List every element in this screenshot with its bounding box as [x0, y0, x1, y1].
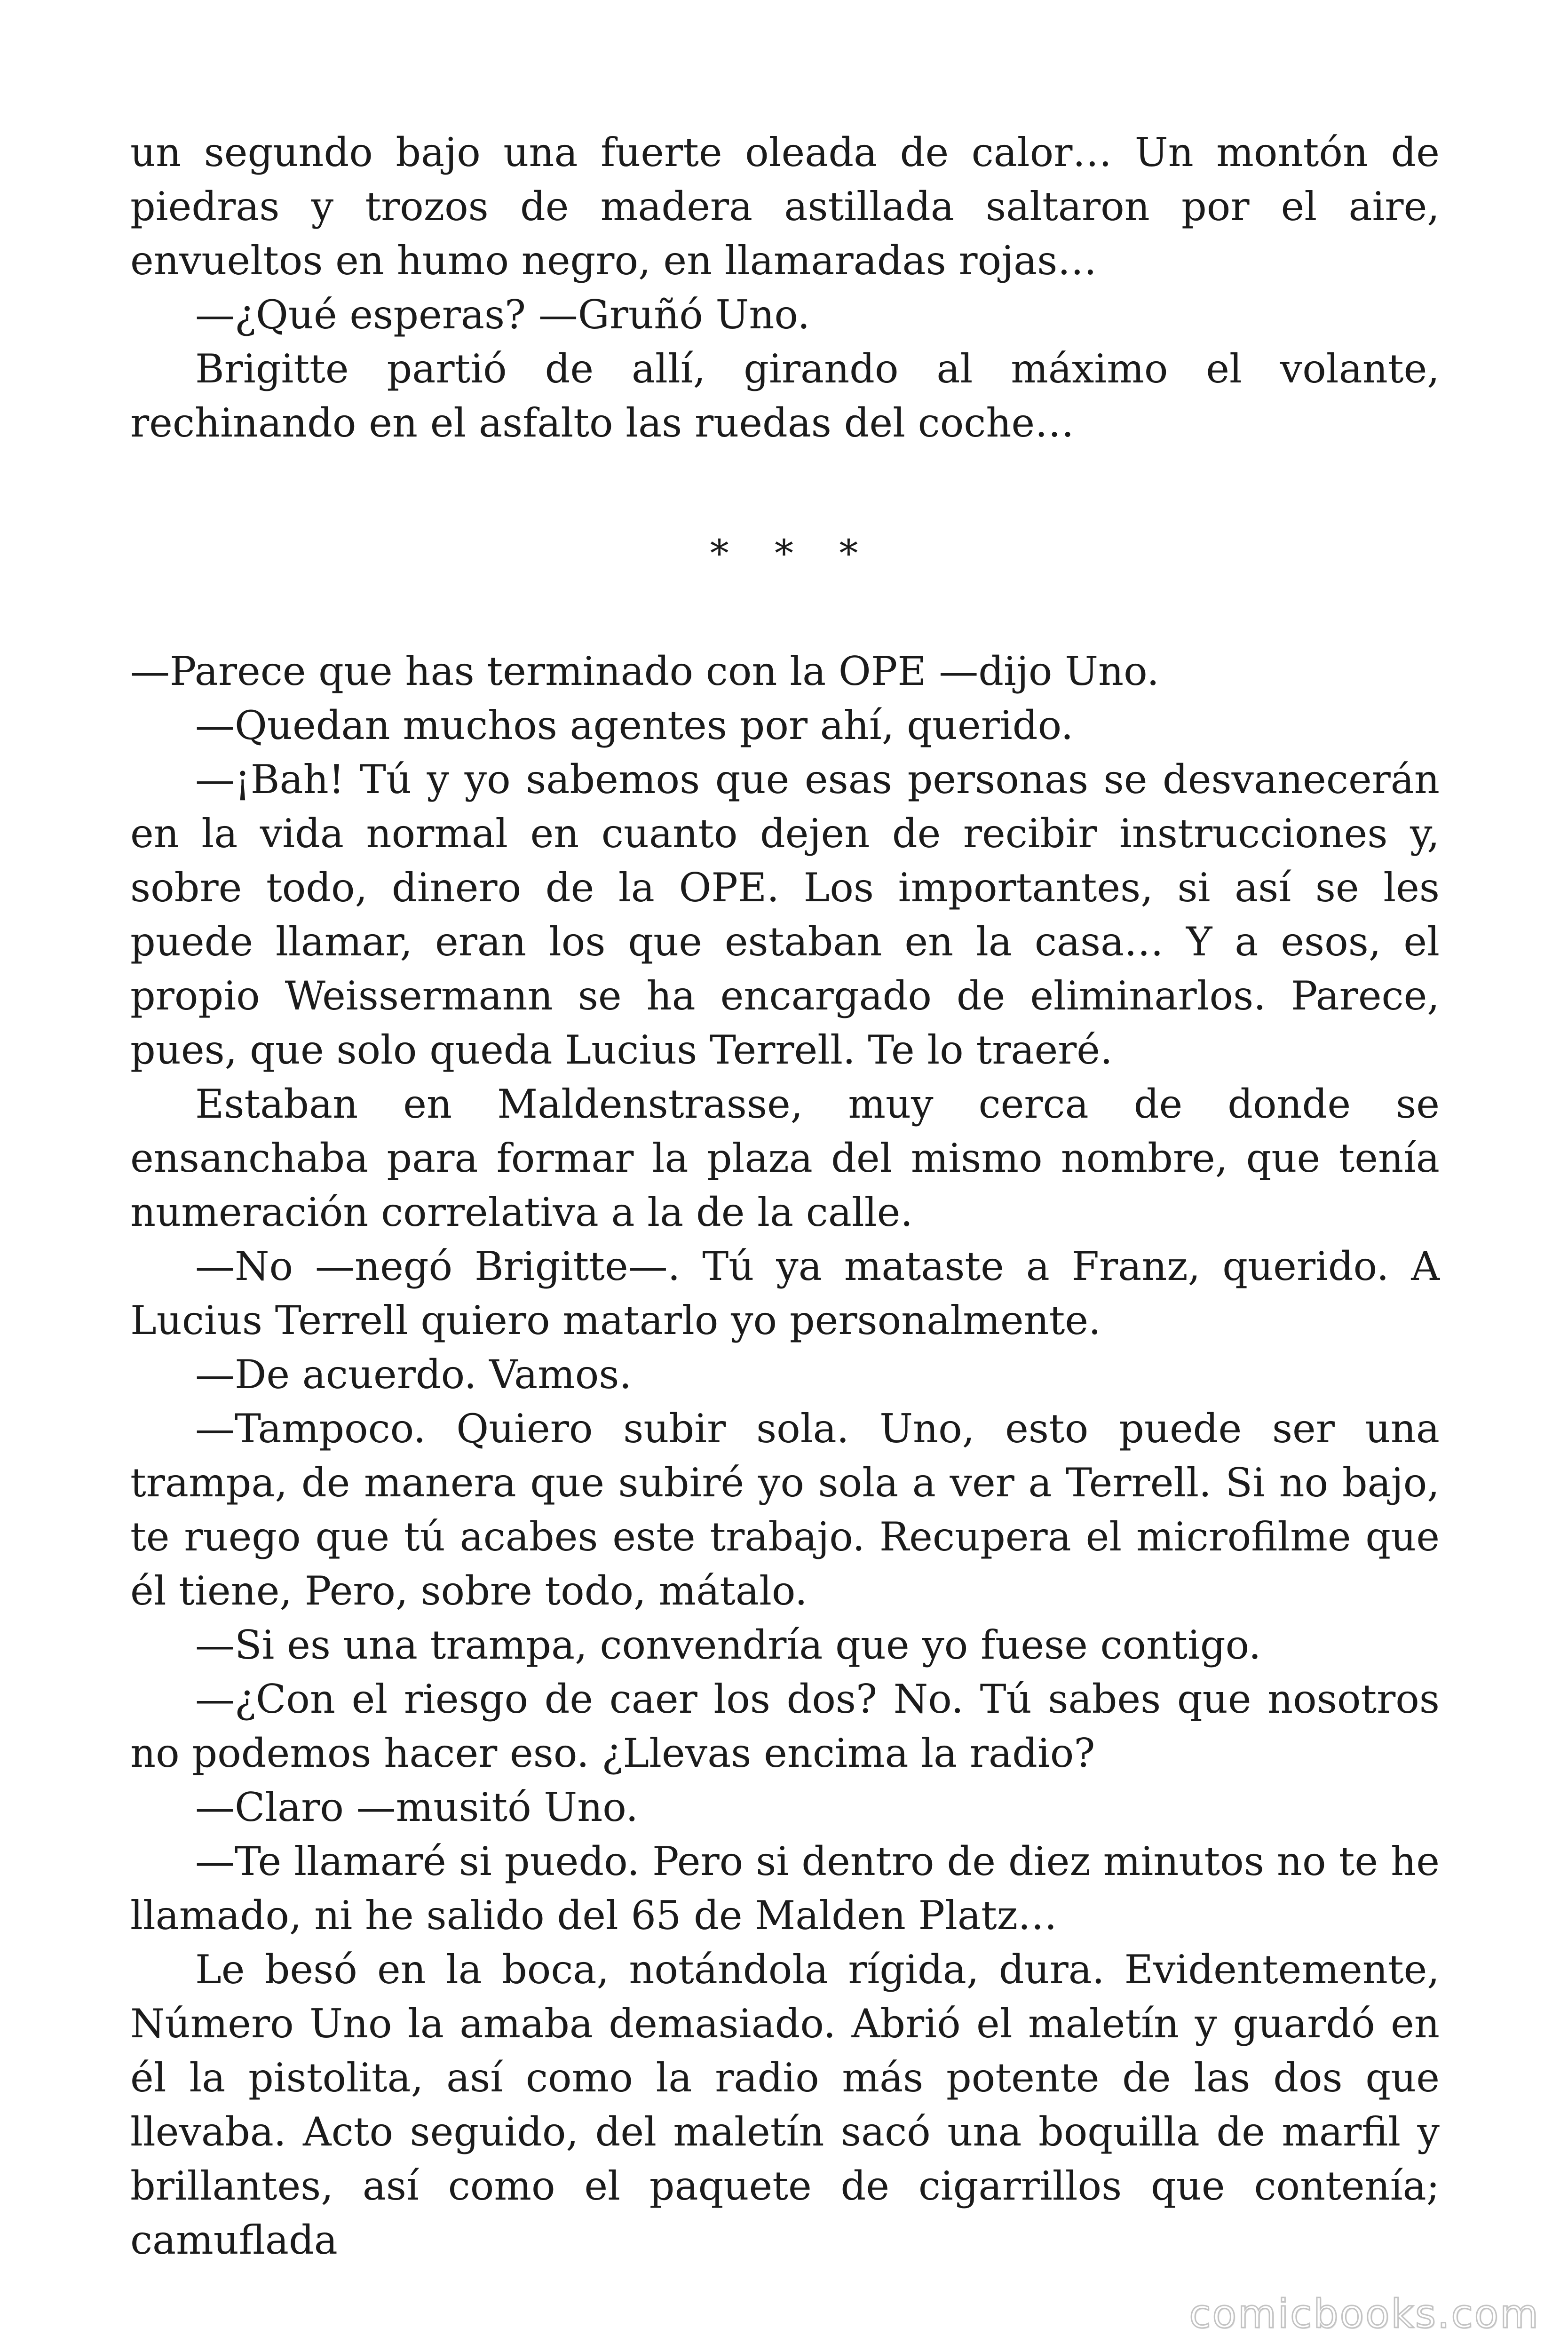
paragraph: Le besó en la boca, notándola rígida, dura. Evidentemente, Número Uno la amaba demasiado. Abrió el maletín y guardó en él la pistolita, así como la radio más potente de las dos que llevaba. Acto seguido, del maletín sacó una boquilla de marfil y brillantes, así como el paquete de cigarrillos que contenía; camuflada [130, 1947, 1440, 2263]
text-block-top [130, 126, 1440, 450]
paragraph: —Te llamaré si puedo. Pero si dentro de diez minutos no te he llamado, ni he salido del 65 de Malden Platz… [130, 1838, 1440, 1939]
watermark-logo: comicbooks.com [1189, 2291, 1540, 2337]
paragraph: —¿Con el riesgo de caer los dos? No. Tú sabes que nosotros no podemos hacer eso. ¿Llevas encima la radio? [130, 1676, 1440, 1776]
paragraph: —Claro —musitó Uno. [195, 1784, 639, 1830]
paragraph: Brigitte partió de allí, girando al máximo el volante, rechinando en el asfalto las ruedas del coche… [130, 346, 1440, 446]
paragraph: —Si es una trampa, convendría que yo fuese contigo. [195, 1622, 1261, 1668]
paragraph: —De acuerdo. Vamos. [195, 1351, 632, 1398]
paragraph: —¿Qué esperas? —Gruñó Uno. [195, 292, 810, 338]
paragraph: —No —negó Brigitte—. Tú ya mataste a Franz, querido. A Lucius Terrell quiero matarlo yo personalmente. [130, 1243, 1440, 1343]
paragraph: —Tampoco. Quiero subir sola. Uno, esto puede ser una trampa, de manera que subiré yo sola a ver a Terrell. Si no bajo, te ruego que tú acabes este trabajo. Recupera el microfilme que él tiene, Pero, sobre todo, mátalo. [130, 1406, 1440, 1614]
paragraph: un segundo bajo una fuerte oleada de calor… Un montón de piedras y trozos de madera astillada saltaron por el aire, envueltos en humo negro, en llamaradas rojas… [130, 129, 1440, 284]
section-separator: * * * [710, 532, 875, 575]
paragraph: —Parece que has terminado con la OPE —dijo Uno. [130, 648, 1159, 694]
text-block-bottom [130, 644, 1440, 2267]
paragraph: —¡Bah! Tú y yo sabemos que esas personas se desvanecerán en la vida normal en cuanto dejen de recibir instrucciones y, sobre todo, dinero de la OPE. Los importantes, si así se les puede llamar, eran los que estaban en la casa… Y a esos, el propio Weissermann se ha encargado de eliminarlos. Parece, pues, que solo queda Lucius Terrell. Te lo traeré. [130, 756, 1440, 1073]
paragraph: Estaban en Maldenstrasse, muy cerca de donde se ensanchaba para formar la plaza del mismo nombre, que tenía numeración correlativa a la de la calle. [130, 1081, 1440, 1235]
paragraph: —Quedan muchos agentes por ahí, querido. [195, 702, 1074, 748]
